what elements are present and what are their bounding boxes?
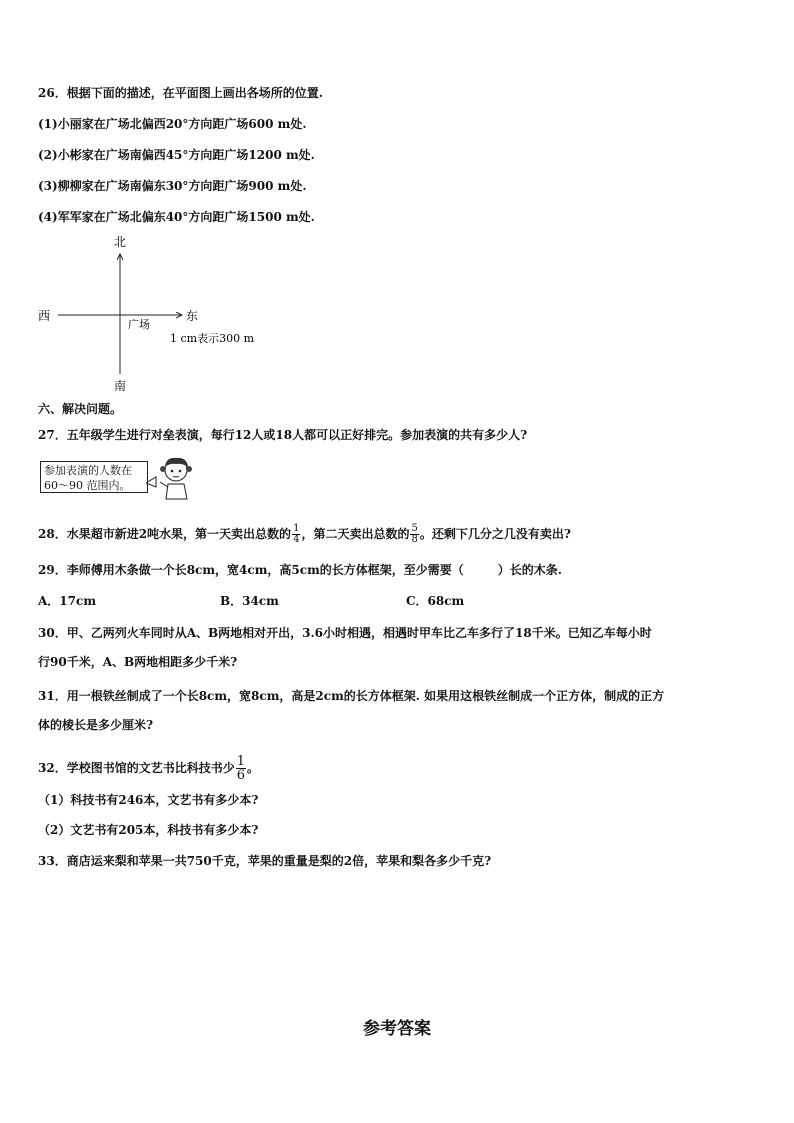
q28-part-1: 28．水果超市新进2吨水果，第一天卖出总数的 — [38, 527, 292, 541]
q28-fraction-2-numerator: 5 — [411, 523, 418, 534]
q30-line-2: 行90千米，A、B两地相距多少千米? — [38, 655, 238, 669]
center-label: 广场 — [128, 318, 150, 331]
q32-text-end: 。 — [246, 761, 259, 775]
q28-part-3: 。还剩下几分之几没有卖出? — [419, 527, 571, 541]
q27-hint-line-1: 参加表演的人数在 — [44, 464, 132, 477]
q32-text-main: 32．学校图书馆的文艺书比科技书少 — [38, 761, 235, 775]
q28-text — [38, 524, 571, 545]
q26-title: 26．根据下面的描述，在平面图上画出各场所的位置. — [38, 86, 323, 100]
section-heading: 六、解决问题。 — [38, 402, 123, 416]
q32-text — [38, 755, 259, 782]
q26-item-4: (4)军军家在广场北偏东40°方向距广场1500 m处. — [38, 210, 315, 224]
q28-fraction-1 — [292, 524, 300, 545]
east-label: 东 — [186, 309, 199, 323]
q32-fraction-denominator: 6 — [236, 768, 245, 783]
scale-label: 1 cm表示300 m — [170, 332, 255, 345]
q28-fraction-1-numerator: 1 — [293, 523, 300, 534]
q32-sub-1: （1）科技书有246本，文艺书有多少本? — [38, 793, 259, 807]
q29-options — [38, 593, 758, 609]
q26-item-2: (2)小彬家在广场南偏西45°方向距广场1200 m处. — [38, 148, 315, 162]
q29-option-b: B．34cm — [220, 594, 279, 608]
q27-hint-callout — [40, 461, 148, 493]
q32-fraction-numerator: 1 — [236, 754, 245, 769]
q33-text: 33．商店运来梨和苹果一共750千克，苹果的重量是梨的2倍，苹果和梨各多少千克? — [38, 854, 492, 868]
q26-item-1: (1)小丽家在广场北偏西20°方向距广场600 m处. — [38, 117, 307, 131]
q28-part-2: ，第二天卖出总数的 — [301, 527, 410, 541]
answer-section-title: 参考答案 — [363, 1019, 431, 1039]
q26-item-3: (3)柳柳家在广场南偏东30°方向距广场900 m处. — [38, 179, 307, 193]
q27-hint-line-2: 60～90 范围内。 — [44, 479, 131, 492]
q31-line-2: 体的棱长是多少厘米? — [38, 718, 154, 732]
q29-option-c: C．68cm — [406, 594, 465, 608]
west-label: 西 — [38, 309, 51, 323]
q32-fraction — [236, 755, 246, 782]
q32-sub-2: （2）文艺书有205本，科技书有多少本? — [38, 823, 259, 837]
q27-text: 27．五年级学生进行对垒表演，每行12人或18人都可以正好排完。参加表演的共有多少人? — [38, 428, 528, 442]
q28-fraction-2-denominator: 8 — [411, 534, 418, 545]
q30-line-1: 30．甲、乙两列火车同时从A、B两地相对开出，3.6小时相遇，相遇时甲车比乙车多行了18千米。已知乙车每小时 — [38, 626, 652, 640]
q29-option-a: A．17cm — [38, 594, 97, 608]
q29-text — [38, 562, 562, 578]
q28-fraction-1-denominator: 4 — [293, 534, 300, 545]
girl-illustration — [146, 455, 196, 501]
q29-text-before: 29．李师傅用木条做一个长8cm，宽4cm，高5cm的长方体框架，至少需要（ — [38, 563, 464, 577]
q31-line-1: 31．用一根铁丝制成了一个长8cm，宽8cm，高是2cm的长方体框架. 如果用这根铁丝制成一个正方体，制成的正方 — [38, 689, 665, 703]
q29-text-after: ）长的木条. — [497, 563, 562, 577]
q28-fraction-2 — [410, 524, 418, 545]
south-label: 南 — [114, 379, 127, 393]
compass-diagram — [0, 230, 794, 400]
north-label: 北 — [114, 235, 127, 249]
